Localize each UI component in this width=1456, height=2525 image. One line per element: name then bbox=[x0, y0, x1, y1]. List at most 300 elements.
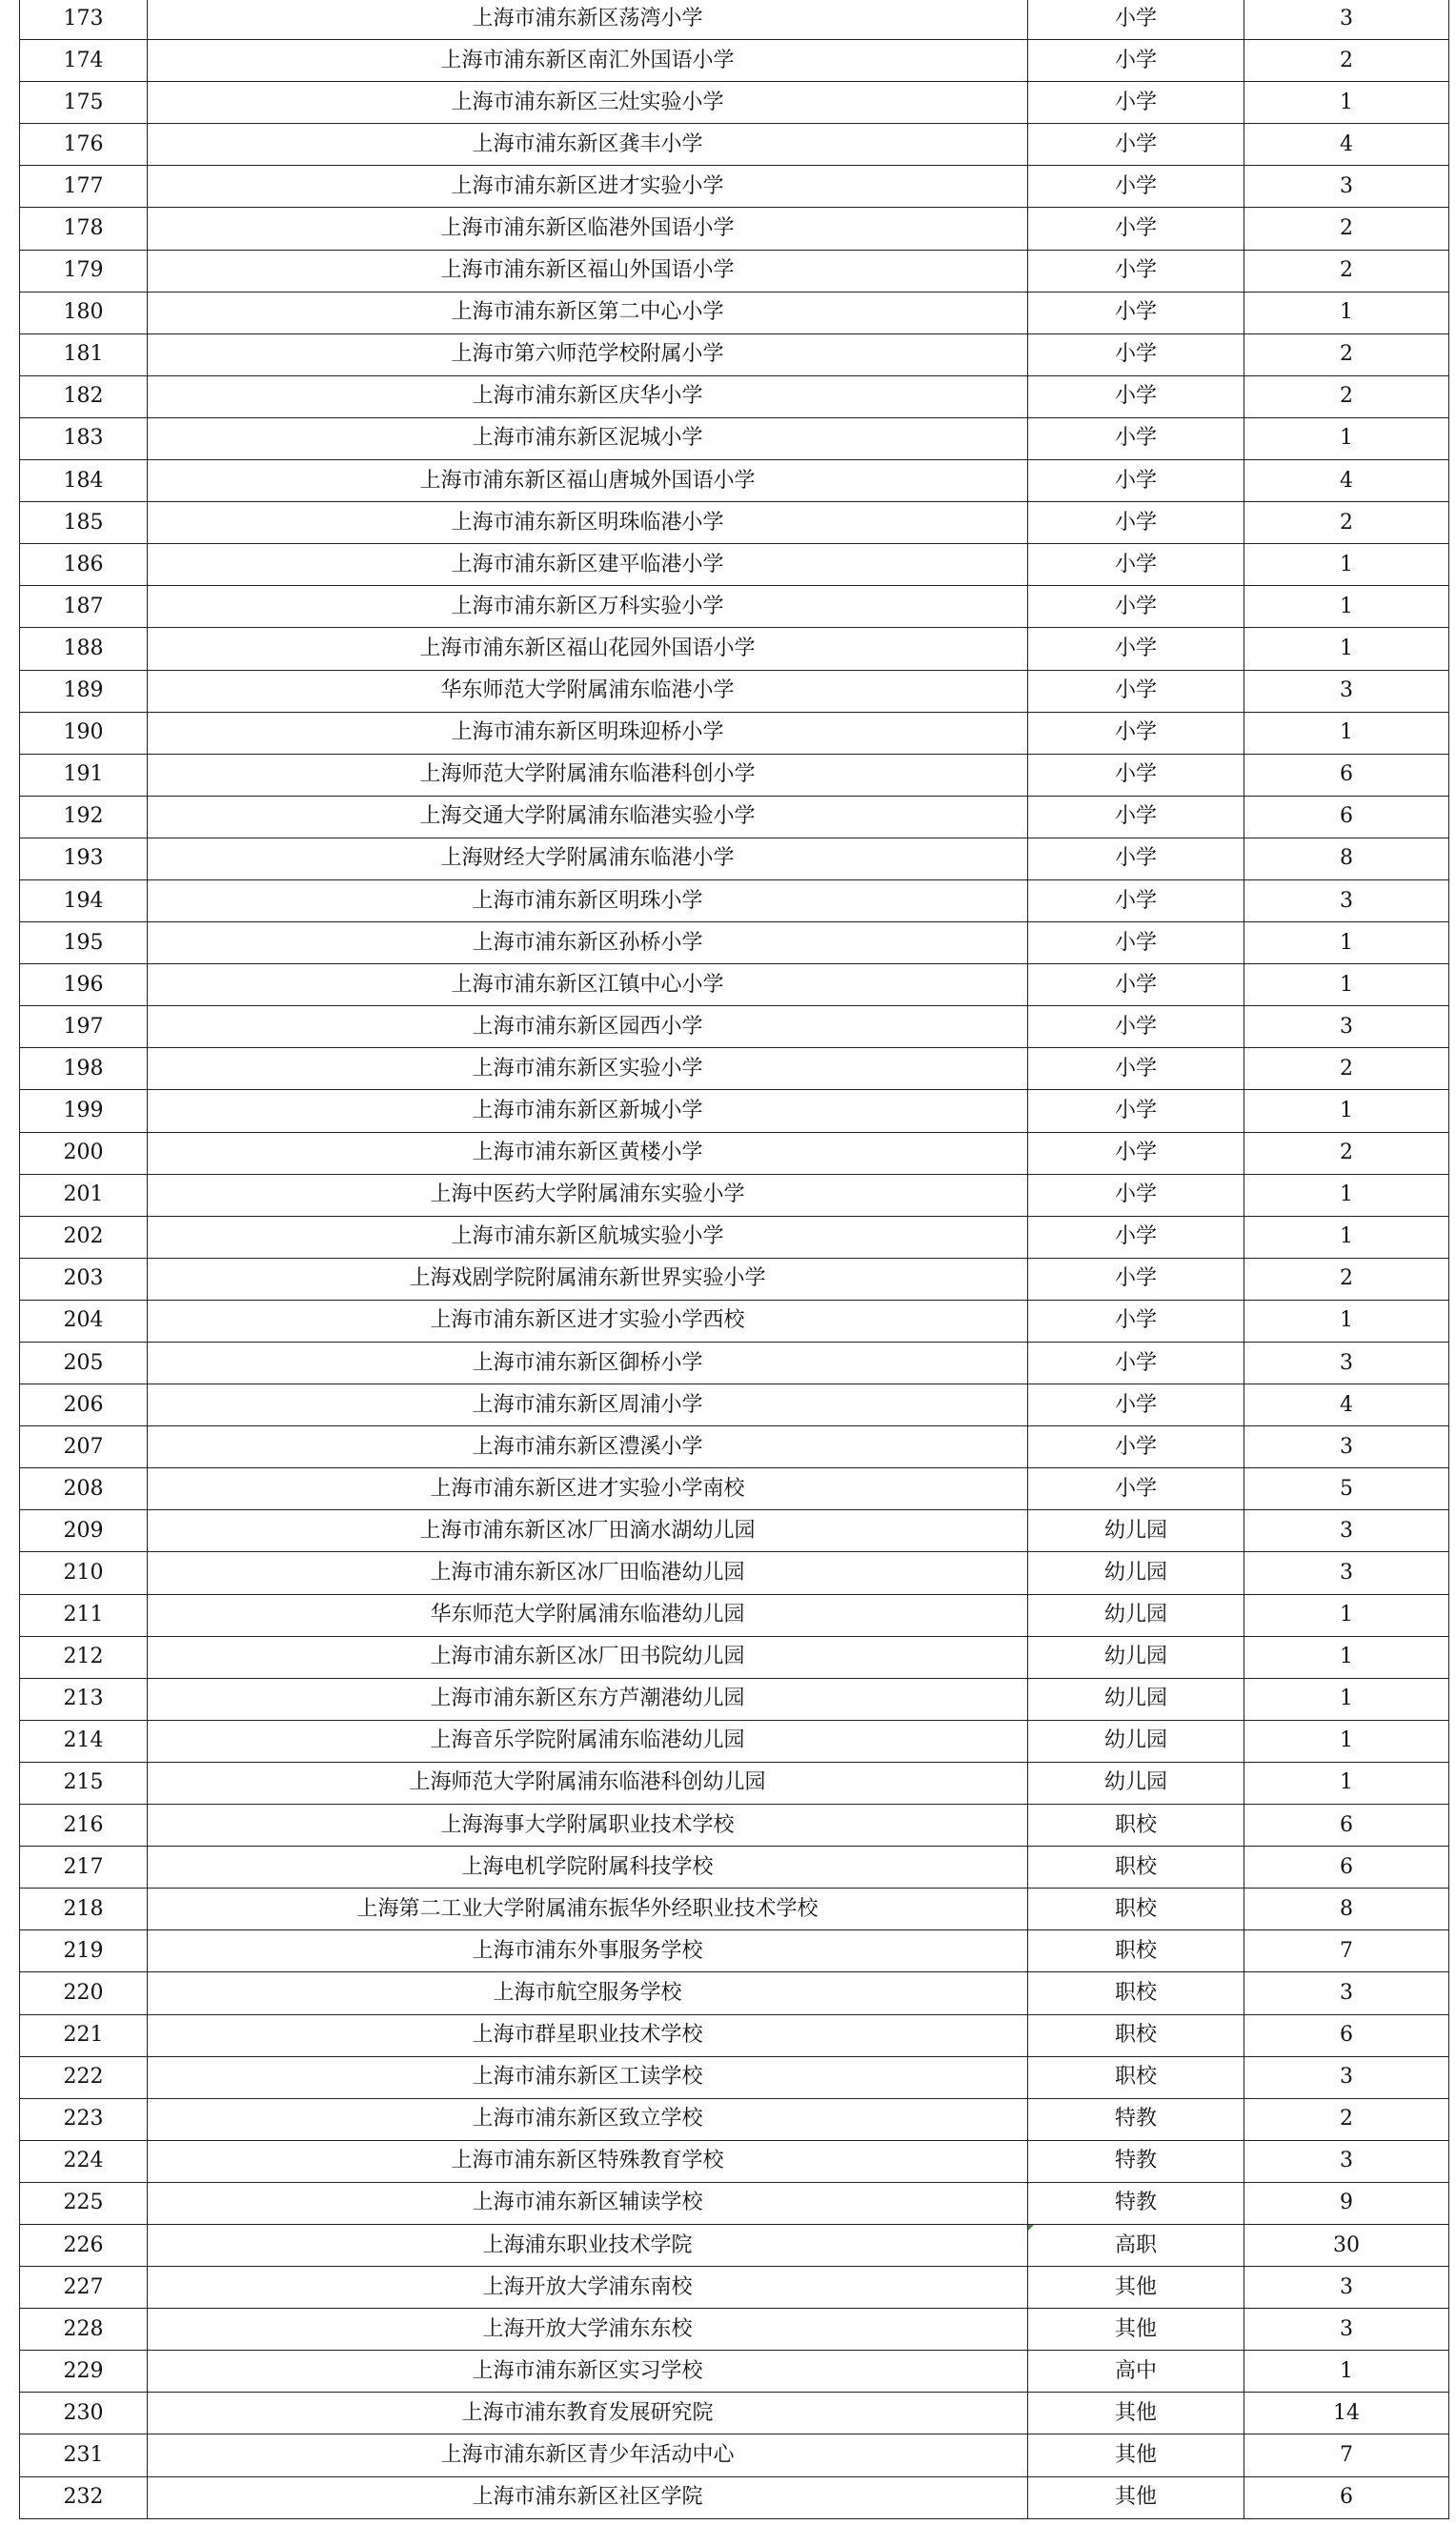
row-number-cell[interactable]: 224 bbox=[20, 2140, 148, 2182]
row-number-cell[interactable]: 210 bbox=[20, 1552, 148, 1594]
row-number-cell[interactable]: 177 bbox=[20, 166, 148, 208]
school-type-cell[interactable]: 幼儿园 bbox=[1028, 1552, 1244, 1594]
row-number-cell[interactable]: 189 bbox=[20, 670, 148, 712]
school-type-cell[interactable]: 小学 bbox=[1028, 712, 1244, 754]
table-row bbox=[20, 375, 1449, 417]
school-name-cell[interactable]: 上海市浦东新区澧溪小学 bbox=[148, 1426, 1028, 1468]
school-name-cell[interactable]: 上海市浦东新区园西小学 bbox=[148, 1006, 1028, 1048]
table-row bbox=[20, 838, 1449, 879]
school-name-cell[interactable]: 上海市浦东新区东方芦潮港幼儿园 bbox=[148, 1678, 1028, 1720]
school-name-cell[interactable]: 上海市浦东新区新城小学 bbox=[148, 1090, 1028, 1132]
school-name-cell[interactable]: 上海市浦东新区实习学校 bbox=[148, 2351, 1028, 2393]
school-type-cell[interactable]: 特教 bbox=[1028, 2140, 1244, 2182]
count-cell[interactable]: 1 bbox=[1244, 628, 1449, 670]
school-type-cell[interactable]: 小学 bbox=[1028, 502, 1244, 544]
school-name-cell[interactable]: 上海市浦东新区荡湾小学 bbox=[148, 0, 1028, 40]
count-cell[interactable]: 1 bbox=[1244, 2351, 1449, 2393]
school-type-cell[interactable]: 小学 bbox=[1028, 82, 1244, 124]
table-row bbox=[20, 417, 1449, 459]
school-type-cell[interactable]: 其他 bbox=[1028, 2393, 1244, 2434]
school-type-cell[interactable]: 其他 bbox=[1028, 2267, 1244, 2309]
school-name-cell[interactable]: 上海师范大学附属浦东临港科创小学 bbox=[148, 754, 1028, 796]
school-name-cell[interactable]: 上海市浦东新区黄楼小学 bbox=[148, 1132, 1028, 1174]
row-number-cell[interactable]: 219 bbox=[20, 1930, 148, 1972]
count-cell[interactable]: 9 bbox=[1244, 2182, 1449, 2224]
row-number-cell[interactable]: 187 bbox=[20, 586, 148, 628]
school-name-cell[interactable]: 上海交通大学附属浦东临港实验小学 bbox=[148, 796, 1028, 838]
school-type-cell[interactable]: 职校 bbox=[1028, 1847, 1244, 1889]
school-name-cell[interactable]: 上海市浦东新区福山花园外国语小学 bbox=[148, 628, 1028, 670]
school-name-cell[interactable]: 上海浦东职业技术学院 bbox=[148, 2224, 1028, 2266]
count-cell[interactable]: 3 bbox=[1244, 166, 1449, 208]
school-type-cell[interactable]: 小学 bbox=[1028, 670, 1244, 712]
count-cell[interactable]: 8 bbox=[1244, 838, 1449, 879]
table-row bbox=[20, 1216, 1449, 1258]
school-name-cell[interactable]: 上海市浦东新区进才实验小学 bbox=[148, 166, 1028, 208]
table-row bbox=[20, 879, 1449, 921]
table-row bbox=[20, 1132, 1449, 1174]
count-cell[interactable]: 3 bbox=[1244, 2309, 1449, 2351]
count-cell[interactable]: 1 bbox=[1244, 712, 1449, 754]
count-cell[interactable]: 8 bbox=[1244, 1889, 1449, 1930]
count-cell[interactable]: 1 bbox=[1244, 1090, 1449, 1132]
table-row bbox=[20, 1048, 1449, 1090]
row-number-cell[interactable]: 207 bbox=[20, 1426, 148, 1468]
row-number-cell[interactable]: 179 bbox=[20, 250, 148, 292]
school-type-cell[interactable]: 小学 bbox=[1028, 1468, 1244, 1510]
table-row bbox=[20, 1006, 1449, 1048]
school-name-cell[interactable]: 上海财经大学附属浦东临港小学 bbox=[148, 838, 1028, 879]
count-cell[interactable]: 4 bbox=[1244, 124, 1449, 166]
school-type-cell[interactable]: 幼儿园 bbox=[1028, 1636, 1244, 1678]
school-type-cell[interactable]: 特教 bbox=[1028, 2098, 1244, 2140]
school-name-cell[interactable]: 上海第二工业大学附属浦东振华外经职业技术学校 bbox=[148, 1889, 1028, 1930]
table-row bbox=[20, 1258, 1449, 1300]
count-cell[interactable]: 7 bbox=[1244, 1930, 1449, 1972]
school-type-cell[interactable]: 职校 bbox=[1028, 1930, 1244, 1972]
count-cell[interactable]: 1 bbox=[1244, 544, 1449, 586]
table-row bbox=[20, 628, 1449, 670]
table-row bbox=[20, 796, 1449, 838]
row-number-cell[interactable]: 175 bbox=[20, 82, 148, 124]
table-row bbox=[20, 166, 1449, 208]
table-row bbox=[20, 1930, 1449, 1972]
school-name-cell[interactable]: 上海市浦东新区社区学院 bbox=[148, 2476, 1028, 2518]
table-row bbox=[20, 2014, 1449, 2056]
school-type-cell[interactable]: 小学 bbox=[1028, 586, 1244, 628]
school-type-cell[interactable]: 小学 bbox=[1028, 292, 1244, 333]
table-row bbox=[20, 1468, 1449, 1510]
count-cell[interactable]: 4 bbox=[1244, 1384, 1449, 1426]
school-name-cell[interactable]: 上海市浦东新区工读学校 bbox=[148, 2056, 1028, 2098]
table-row bbox=[20, 502, 1449, 544]
row-number-cell[interactable]: 190 bbox=[20, 712, 148, 754]
row-number-cell[interactable]: 173 bbox=[20, 0, 148, 40]
count-cell[interactable]: 3 bbox=[1244, 1006, 1449, 1048]
school-type-cell[interactable]: 幼儿园 bbox=[1028, 1720, 1244, 1762]
row-number-cell[interactable]: 230 bbox=[20, 2393, 148, 2434]
school-type-cell[interactable]: 其他 bbox=[1028, 2476, 1244, 2518]
row-number-cell[interactable]: 186 bbox=[20, 544, 148, 586]
table-row bbox=[20, 1384, 1449, 1426]
school-name-cell[interactable]: 上海市浦东新区南汇外国语小学 bbox=[148, 40, 1028, 82]
school-type-cell[interactable]: 小学 bbox=[1028, 0, 1244, 40]
row-number-cell[interactable]: 220 bbox=[20, 1972, 148, 2014]
count-cell[interactable]: 3 bbox=[1244, 2267, 1449, 2309]
row-number-cell[interactable]: 185 bbox=[20, 502, 148, 544]
count-cell[interactable]: 2 bbox=[1244, 1258, 1449, 1300]
count-cell[interactable]: 3 bbox=[1244, 670, 1449, 712]
count-cell[interactable]: 3 bbox=[1244, 1972, 1449, 2014]
school-type-cell[interactable]: 职校 bbox=[1028, 1889, 1244, 1930]
row-number-cell[interactable]: 199 bbox=[20, 1090, 148, 1132]
count-cell[interactable]: 7 bbox=[1244, 2434, 1449, 2476]
table-row bbox=[20, 2224, 1449, 2266]
school-type-cell[interactable]: 小学 bbox=[1028, 375, 1244, 417]
school-name-cell[interactable]: 上海市浦东新区冰厂田滴水湖幼儿园 bbox=[148, 1510, 1028, 1552]
count-cell[interactable]: 2 bbox=[1244, 250, 1449, 292]
row-number-cell[interactable]: 182 bbox=[20, 375, 148, 417]
table-row bbox=[20, 1300, 1449, 1342]
count-cell[interactable]: 1 bbox=[1244, 1720, 1449, 1762]
count-cell[interactable]: 1 bbox=[1244, 922, 1449, 964]
table-row bbox=[20, 1174, 1449, 1216]
school-type-cell[interactable]: 小学 bbox=[1028, 754, 1244, 796]
count-cell[interactable]: 1 bbox=[1244, 292, 1449, 333]
table-row bbox=[20, 82, 1449, 124]
school-type-cell[interactable]: 小学 bbox=[1028, 1384, 1244, 1426]
table-row bbox=[20, 2056, 1449, 2098]
row-number-cell[interactable]: 196 bbox=[20, 964, 148, 1006]
school-name-cell[interactable]: 上海市浦东新区泥城小学 bbox=[148, 417, 1028, 459]
table-row bbox=[20, 922, 1449, 964]
school-type-cell[interactable]: 小学 bbox=[1028, 796, 1244, 838]
table-row bbox=[20, 2182, 1449, 2224]
row-number-cell[interactable]: 201 bbox=[20, 1174, 148, 1216]
table-row bbox=[20, 964, 1449, 1006]
count-cell[interactable]: 1 bbox=[1244, 1678, 1449, 1720]
row-number-cell[interactable]: 211 bbox=[20, 1594, 148, 1636]
count-cell[interactable]: 1 bbox=[1244, 1594, 1449, 1636]
school-allocation-table bbox=[19, 0, 1449, 2519]
school-name-cell[interactable]: 上海市浦东新区进才实验小学西校 bbox=[148, 1300, 1028, 1342]
school-name-cell[interactable]: 上海市浦东新区航城实验小学 bbox=[148, 1216, 1028, 1258]
row-number-cell[interactable]: 197 bbox=[20, 1006, 148, 1048]
school-type-cell[interactable]: 小学 bbox=[1028, 544, 1244, 586]
count-cell[interactable]: 1 bbox=[1244, 964, 1449, 1006]
row-number-cell[interactable]: 203 bbox=[20, 1258, 148, 1300]
count-cell[interactable]: 1 bbox=[1244, 417, 1449, 459]
count-cell[interactable]: 14 bbox=[1244, 2393, 1449, 2434]
school-type-cell[interactable]: 小学 bbox=[1028, 628, 1244, 670]
row-number-cell[interactable]: 200 bbox=[20, 1132, 148, 1174]
table-row bbox=[20, 1636, 1449, 1678]
school-name-cell[interactable]: 上海市浦东新区致立学校 bbox=[148, 2098, 1028, 2140]
count-cell[interactable]: 2 bbox=[1244, 502, 1449, 544]
row-number-cell[interactable]: 193 bbox=[20, 838, 148, 879]
school-name-cell[interactable]: 上海市浦东新区明珠小学 bbox=[148, 879, 1028, 921]
school-name-cell[interactable]: 上海开放大学浦东东校 bbox=[148, 2309, 1028, 2351]
school-name-cell[interactable]: 上海市浦东新区江镇中心小学 bbox=[148, 964, 1028, 1006]
table-row bbox=[20, 333, 1449, 375]
school-name-cell[interactable]: 上海海事大学附属职业技术学校 bbox=[148, 1805, 1028, 1847]
count-cell[interactable]: 5 bbox=[1244, 1468, 1449, 1510]
row-number-cell[interactable]: 215 bbox=[20, 1762, 148, 1804]
table-row bbox=[20, 1678, 1449, 1720]
count-cell[interactable]: 6 bbox=[1244, 754, 1449, 796]
school-name-cell[interactable]: 上海市浦东外事服务学校 bbox=[148, 1930, 1028, 1972]
table-row bbox=[20, 2098, 1449, 2140]
school-name-cell[interactable]: 上海市浦东新区明珠迎桥小学 bbox=[148, 712, 1028, 754]
table-row bbox=[20, 544, 1449, 586]
count-cell[interactable]: 3 bbox=[1244, 1343, 1449, 1384]
table-row bbox=[20, 208, 1449, 250]
school-name-cell[interactable]: 上海市浦东新区辅读学校 bbox=[148, 2182, 1028, 2224]
school-type-cell[interactable]: 小学 bbox=[1028, 460, 1244, 502]
school-type-cell[interactable]: 小学 bbox=[1028, 1426, 1244, 1468]
row-number-cell[interactable]: 214 bbox=[20, 1720, 148, 1762]
row-number-cell[interactable]: 184 bbox=[20, 460, 148, 502]
count-cell[interactable]: 1 bbox=[1244, 586, 1449, 628]
count-cell[interactable]: 2 bbox=[1244, 333, 1449, 375]
school-name-cell[interactable]: 上海市浦东新区特殊教育学校 bbox=[148, 2140, 1028, 2182]
count-cell[interactable]: 1 bbox=[1244, 82, 1449, 124]
school-name-cell[interactable]: 上海开放大学浦东南校 bbox=[148, 2267, 1028, 2309]
row-number-cell[interactable]: 206 bbox=[20, 1384, 148, 1426]
school-name-cell[interactable]: 华东师范大学附属浦东临港幼儿园 bbox=[148, 1594, 1028, 1636]
row-number-cell[interactable]: 229 bbox=[20, 2351, 148, 2393]
table-row bbox=[20, 0, 1449, 40]
school-type-cell[interactable]: 小学 bbox=[1028, 124, 1244, 166]
school-type-cell[interactable]: 小学 bbox=[1028, 1174, 1244, 1216]
table-body bbox=[20, 0, 1449, 2518]
row-number-cell[interactable]: 209 bbox=[20, 1510, 148, 1552]
school-type-cell[interactable]: 高中 bbox=[1028, 2351, 1244, 2393]
school-type-cell[interactable]: 小学 bbox=[1028, 208, 1244, 250]
table-row bbox=[20, 1090, 1449, 1132]
school-name-cell[interactable]: 上海市浦东新区临港外国语小学 bbox=[148, 208, 1028, 250]
table-row bbox=[20, 250, 1449, 292]
row-number-cell[interactable]: 217 bbox=[20, 1847, 148, 1889]
row-number-cell[interactable]: 218 bbox=[20, 1889, 148, 1930]
school-type-cell[interactable]: 小学 bbox=[1028, 838, 1244, 879]
count-cell[interactable]: 1 bbox=[1244, 1762, 1449, 1804]
count-cell[interactable]: 2 bbox=[1244, 40, 1449, 82]
count-cell[interactable]: 3 bbox=[1244, 1552, 1449, 1594]
table-row bbox=[20, 754, 1449, 796]
school-name-cell[interactable]: 上海市浦东新区龚丰小学 bbox=[148, 124, 1028, 166]
row-number-cell[interactable]: 221 bbox=[20, 2014, 148, 2056]
count-cell[interactable]: 1 bbox=[1244, 1174, 1449, 1216]
row-number-cell[interactable]: 188 bbox=[20, 628, 148, 670]
school-type-cell[interactable]: 小学 bbox=[1028, 250, 1244, 292]
school-type-cell[interactable]: 小学 bbox=[1028, 1132, 1244, 1174]
table-row bbox=[20, 1594, 1449, 1636]
row-number-cell[interactable]: 202 bbox=[20, 1216, 148, 1258]
school-name-cell[interactable]: 上海市浦东新区实验小学 bbox=[148, 1048, 1028, 1090]
count-cell[interactable]: 1 bbox=[1244, 1636, 1449, 1678]
table-row bbox=[20, 1889, 1449, 1930]
row-number-cell[interactable]: 204 bbox=[20, 1300, 148, 1342]
row-number-cell[interactable]: 212 bbox=[20, 1636, 148, 1678]
row-number-cell[interactable]: 183 bbox=[20, 417, 148, 459]
school-name-cell[interactable]: 上海市浦东教育发展研究院 bbox=[148, 2393, 1028, 2434]
school-name-cell[interactable]: 上海市浦东新区孙桥小学 bbox=[148, 922, 1028, 964]
table-row bbox=[20, 1762, 1449, 1804]
row-number-cell[interactable]: 222 bbox=[20, 2056, 148, 2098]
count-cell[interactable]: 3 bbox=[1244, 0, 1449, 40]
row-number-cell[interactable]: 216 bbox=[20, 1805, 148, 1847]
count-cell[interactable]: 4 bbox=[1244, 460, 1449, 502]
row-number-cell[interactable]: 174 bbox=[20, 40, 148, 82]
school-name-cell[interactable]: 上海市浦东新区福山外国语小学 bbox=[148, 250, 1028, 292]
table-row bbox=[20, 2351, 1449, 2393]
count-cell[interactable]: 2 bbox=[1244, 208, 1449, 250]
row-number-cell[interactable]: 176 bbox=[20, 124, 148, 166]
school-type-cell[interactable]: 高职 bbox=[1028, 2224, 1244, 2266]
school-name-cell[interactable]: 上海中医药大学附属浦东实验小学 bbox=[148, 1174, 1028, 1216]
table-row bbox=[20, 586, 1449, 628]
school-type-cell[interactable]: 幼儿园 bbox=[1028, 1678, 1244, 1720]
table-row bbox=[20, 1426, 1449, 1468]
school-name-cell[interactable]: 上海市浦东新区周浦小学 bbox=[148, 1384, 1028, 1426]
count-cell[interactable]: 3 bbox=[1244, 1426, 1449, 1468]
table-row bbox=[20, 1552, 1449, 1594]
school-name-cell[interactable]: 上海市浦东新区第二中心小学 bbox=[148, 292, 1028, 333]
count-cell[interactable]: 2 bbox=[1244, 1132, 1449, 1174]
row-number-cell[interactable]: 223 bbox=[20, 2098, 148, 2140]
school-name-cell[interactable]: 上海市浦东新区进才实验小学南校 bbox=[148, 1468, 1028, 1510]
row-number-cell[interactable]: 232 bbox=[20, 2476, 148, 2518]
count-cell[interactable]: 6 bbox=[1244, 1805, 1449, 1847]
school-name-cell[interactable]: 上海师范大学附属浦东临港科创幼儿园 bbox=[148, 1762, 1028, 1804]
school-type-cell[interactable]: 其他 bbox=[1028, 2309, 1244, 2351]
school-type-cell[interactable]: 小学 bbox=[1028, 922, 1244, 964]
table-row bbox=[20, 2476, 1449, 2518]
cell-comment-marker-icon bbox=[1028, 2225, 1034, 2231]
school-type-cell[interactable]: 小学 bbox=[1028, 1258, 1244, 1300]
school-type-cell[interactable]: 职校 bbox=[1028, 2014, 1244, 2056]
school-type-cell[interactable]: 职校 bbox=[1028, 2056, 1244, 2098]
school-type-cell[interactable]: 小学 bbox=[1028, 1090, 1244, 1132]
school-name-cell[interactable]: 上海市浦东新区万科实验小学 bbox=[148, 586, 1028, 628]
row-number-cell[interactable]: 225 bbox=[20, 2182, 148, 2224]
school-name-cell[interactable]: 上海音乐学院附属浦东临港幼儿园 bbox=[148, 1720, 1028, 1762]
table-row bbox=[20, 2140, 1449, 2182]
row-number-cell[interactable]: 198 bbox=[20, 1048, 148, 1090]
school-name-cell[interactable]: 上海市航空服务学校 bbox=[148, 1972, 1028, 2014]
table-row bbox=[20, 2434, 1449, 2476]
school-type-cell[interactable]: 小学 bbox=[1028, 1006, 1244, 1048]
table-row bbox=[20, 1720, 1449, 1762]
school-type-cell[interactable]: 小学 bbox=[1028, 333, 1244, 375]
school-type-cell[interactable]: 职校 bbox=[1028, 1972, 1244, 2014]
table-row bbox=[20, 1510, 1449, 1552]
count-cell[interactable]: 3 bbox=[1244, 2056, 1449, 2098]
school-type-cell[interactable]: 小学 bbox=[1028, 1216, 1244, 1258]
row-number-cell[interactable]: 213 bbox=[20, 1678, 148, 1720]
school-type-cell[interactable]: 小学 bbox=[1028, 40, 1244, 82]
row-number-cell[interactable]: 194 bbox=[20, 879, 148, 921]
count-cell[interactable]: 2 bbox=[1244, 375, 1449, 417]
count-cell[interactable]: 2 bbox=[1244, 1048, 1449, 1090]
count-cell[interactable]: 1 bbox=[1244, 1300, 1449, 1342]
school-type-cell[interactable]: 小学 bbox=[1028, 879, 1244, 921]
school-type-cell[interactable]: 小学 bbox=[1028, 417, 1244, 459]
row-number-cell[interactable]: 228 bbox=[20, 2309, 148, 2351]
school-type-cell[interactable]: 其他 bbox=[1028, 2434, 1244, 2476]
row-number-cell[interactable]: 181 bbox=[20, 333, 148, 375]
table-row bbox=[20, 1805, 1449, 1847]
row-number-cell[interactable]: 192 bbox=[20, 796, 148, 838]
school-type-cell[interactable]: 小学 bbox=[1028, 1048, 1244, 1090]
count-cell[interactable]: 2 bbox=[1244, 2098, 1449, 2140]
row-number-cell[interactable]: 208 bbox=[20, 1468, 148, 1510]
count-cell[interactable]: 30 bbox=[1244, 2224, 1449, 2266]
row-number-cell[interactable]: 180 bbox=[20, 292, 148, 333]
school-name-cell[interactable]: 上海市浦东新区御桥小学 bbox=[148, 1343, 1028, 1384]
count-cell[interactable]: 3 bbox=[1244, 2140, 1449, 2182]
school-type-cell[interactable]: 小学 bbox=[1028, 166, 1244, 208]
count-cell[interactable]: 1 bbox=[1244, 1216, 1449, 1258]
row-number-cell[interactable]: 227 bbox=[20, 2267, 148, 2309]
count-cell[interactable]: 6 bbox=[1244, 796, 1449, 838]
school-name-cell[interactable]: 上海市浦东新区青少年活动中心 bbox=[148, 2434, 1028, 2476]
school-name-cell[interactable]: 华东师范大学附属浦东临港小学 bbox=[148, 670, 1028, 712]
school-type-cell[interactable]: 幼儿园 bbox=[1028, 1510, 1244, 1552]
row-number-cell[interactable]: 191 bbox=[20, 754, 148, 796]
row-number-cell[interactable]: 195 bbox=[20, 922, 148, 964]
school-type-cell[interactable]: 小学 bbox=[1028, 1300, 1244, 1342]
table-row bbox=[20, 1343, 1449, 1384]
school-type-cell[interactable]: 幼儿园 bbox=[1028, 1762, 1244, 1804]
school-name-cell[interactable]: 上海市浦东新区庆华小学 bbox=[148, 375, 1028, 417]
school-name-cell[interactable]: 上海戏剧学院附属浦东新世界实验小学 bbox=[148, 1258, 1028, 1300]
table-row bbox=[20, 712, 1449, 754]
table-row bbox=[20, 1972, 1449, 2014]
school-name-cell[interactable]: 上海市浦东新区三灶实验小学 bbox=[148, 82, 1028, 124]
table-row bbox=[20, 2309, 1449, 2351]
row-number-cell[interactable]: 178 bbox=[20, 208, 148, 250]
school-name-cell[interactable]: 上海市浦东新区福山唐城外国语小学 bbox=[148, 460, 1028, 502]
table-row bbox=[20, 460, 1449, 502]
school-type-cell[interactable]: 小学 bbox=[1028, 1343, 1244, 1384]
count-cell[interactable]: 6 bbox=[1244, 2014, 1449, 2056]
row-number-cell[interactable]: 231 bbox=[20, 2434, 148, 2476]
table-row bbox=[20, 40, 1449, 82]
school-type-cell[interactable]: 幼儿园 bbox=[1028, 1594, 1244, 1636]
count-cell[interactable]: 6 bbox=[1244, 2476, 1449, 2518]
row-number-cell[interactable]: 226 bbox=[20, 2224, 148, 2266]
school-name-cell[interactable]: 上海市浦东新区冰厂田书院幼儿园 bbox=[148, 1636, 1028, 1678]
count-cell[interactable]: 3 bbox=[1244, 879, 1449, 921]
row-number-cell[interactable]: 205 bbox=[20, 1343, 148, 1384]
school-name-cell[interactable]: 上海电机学院附属科技学校 bbox=[148, 1847, 1028, 1889]
school-type-cell[interactable]: 小学 bbox=[1028, 964, 1244, 1006]
school-name-cell[interactable]: 上海市第六师范学校附属小学 bbox=[148, 333, 1028, 375]
table-row bbox=[20, 124, 1449, 166]
school-type-cell[interactable]: 特教 bbox=[1028, 2182, 1244, 2224]
table-row bbox=[20, 2393, 1449, 2434]
count-cell[interactable]: 3 bbox=[1244, 1510, 1449, 1552]
school-name-cell[interactable]: 上海市浦东新区明珠临港小学 bbox=[148, 502, 1028, 544]
school-name-cell[interactable]: 上海市浦东新区建平临港小学 bbox=[148, 544, 1028, 586]
school-type-cell[interactable]: 职校 bbox=[1028, 1805, 1244, 1847]
school-name-cell[interactable]: 上海市群星职业技术学校 bbox=[148, 2014, 1028, 2056]
school-name-cell[interactable]: 上海市浦东新区冰厂田临港幼儿园 bbox=[148, 1552, 1028, 1594]
table-row bbox=[20, 292, 1449, 333]
count-cell[interactable]: 6 bbox=[1244, 1847, 1449, 1889]
